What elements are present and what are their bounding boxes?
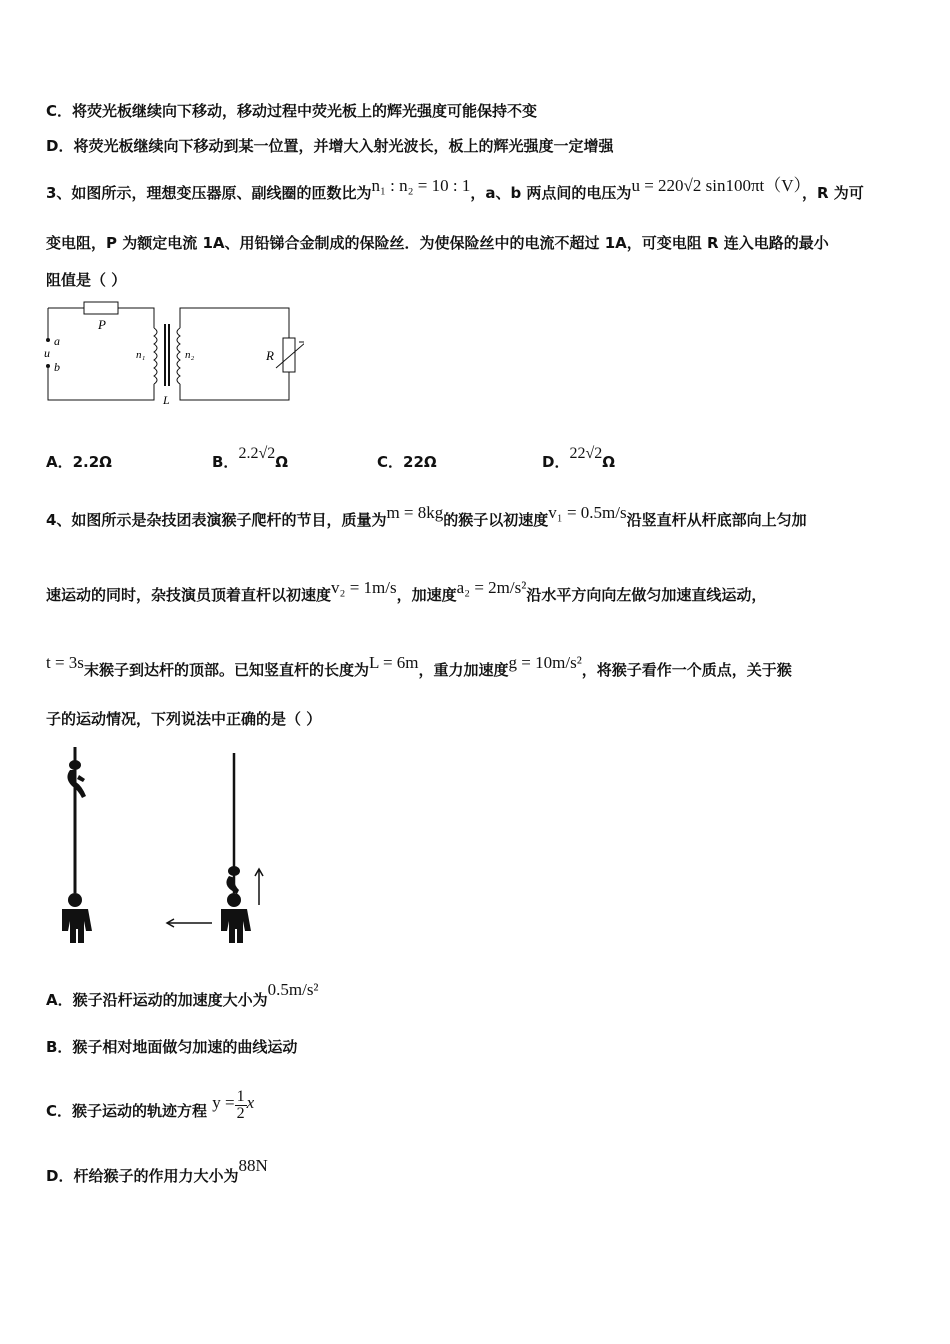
- label-l: L: [163, 393, 170, 407]
- monkey-top-icon: [67, 760, 86, 798]
- label-u: u: [44, 346, 50, 360]
- label-n1: n₁: [136, 349, 146, 361]
- q3-stem-line1: [46, 176, 864, 203]
- performer-left-icon: [62, 893, 92, 943]
- q4-option-c-x: x: [246, 1093, 255, 1112]
- q3-option-b: [212, 445, 288, 472]
- fraction-denominator: 2: [236, 1105, 245, 1122]
- fuse-p: [84, 302, 118, 314]
- q3-text-2: ，a、b 两点间的电压为: [470, 184, 632, 202]
- transformer-circuit-diagram: [44, 298, 304, 408]
- q4-option-b: B．猴子相对地面做匀加速的曲线运动: [46, 1038, 298, 1056]
- q4-stem-line2: [46, 578, 767, 605]
- q4-text-6: 沿水平方向向左做匀加速直线运动，: [526, 586, 767, 604]
- q4-text-1: 4、如图所示是杂技团表演猴子爬杆的节目，质量为: [46, 511, 387, 529]
- q4-stem-line4: 子的运动情况，下列说法中正确的是（ ）: [46, 710, 322, 728]
- q4-length: L = 6m: [368, 653, 419, 672]
- q3-option-b-math: 2.2√2: [238, 445, 276, 462]
- q4-stem-line1: [46, 503, 807, 530]
- prev-option-d: D．将荧光板继续向下移动到某一位置，并增大入射光波长，板上的辉光强度一定增强: [46, 137, 614, 155]
- q4-option-a-text: A．猴子沿杆运动的加速度大小为: [46, 991, 268, 1009]
- q3-option-b-unit: Ω: [275, 453, 288, 471]
- primary-coil: [154, 328, 157, 384]
- q3-option-d-label: D．: [542, 453, 570, 471]
- label-r: R: [266, 348, 274, 363]
- q3-option-b-label: B．: [212, 453, 239, 471]
- q4-text-4: 速运动的同时，杂技演员顶着直杆以初速度: [46, 586, 332, 604]
- q4-option-a-math: 0.5m/s²: [267, 980, 319, 999]
- label-b: b: [54, 360, 60, 374]
- q4-a2: a₂ = 2m/s²: [456, 578, 527, 597]
- fraction-numerator: 1: [236, 1088, 245, 1105]
- q4-option-a: [46, 980, 319, 1010]
- q4-text-7: 末猴子到达杆的顶部。已知竖直杆的长度为: [83, 661, 369, 679]
- q4-v2: v₂ = 1m/s: [331, 578, 397, 597]
- label-n2: n₂: [185, 349, 195, 361]
- q3-stem-line3: 阻值是（ ）: [46, 271, 127, 289]
- q4-option-d-math: 88N: [238, 1156, 268, 1175]
- q4-g: g = 10m/s²: [508, 653, 582, 672]
- label-p: P: [98, 317, 106, 332]
- q4-mass: m = 8kg: [386, 503, 444, 522]
- q3-option-d-unit: Ω: [602, 453, 615, 471]
- variable-resistor: [283, 338, 295, 372]
- performer-right-icon: [221, 893, 251, 943]
- q4-text-9: ，将猴子看作一个质点，关于猴: [581, 661, 792, 679]
- q3-stem-line2: 变电阻，P 为额定电流 1A、用铅锑合金制成的保险丝．为使保险丝中的电流不超过 1A，可变电阻 R 连入电路的最小: [46, 234, 829, 252]
- q4-text-3: 沿竖直杆从杆底部向上匀加: [626, 511, 807, 529]
- q4-option-d: [46, 1156, 268, 1186]
- prev-option-c: C．将荧光板继续向下移动，移动过程中荧光板上的辉光强度可能保持不变: [46, 102, 538, 120]
- q4-t: t = 3s: [46, 653, 84, 672]
- q3-text-3: ，R 为可: [802, 184, 864, 202]
- q4-option-c: [46, 1088, 255, 1128]
- label-a: a: [54, 334, 60, 348]
- q4-v1: v₁ = 0.5m/s: [548, 503, 627, 522]
- q4-option-c-text: C．猴子运动的轨迹方程: [46, 1102, 208, 1120]
- q3-text-1: 3、如图所示，理想变压器原、副线圈的匝数比为: [46, 184, 372, 202]
- secondary-coil: [177, 328, 180, 384]
- q4-option-c-fraction: [235, 1089, 247, 1122]
- q4-option-c-y: y =: [212, 1093, 235, 1112]
- q4-text-5: ，加速度: [396, 586, 457, 604]
- q3-option-d: [542, 445, 615, 472]
- monkey-bottom-icon: [226, 866, 240, 894]
- monkey-pole-figure: [46, 745, 286, 950]
- q4-text-2: 的猴子以初速度: [443, 511, 549, 529]
- q3-voltage-formula: u = 220√2 sin100πt（V）: [631, 176, 803, 195]
- q3-turns-ratio: n₁ : n₂ = 10 : 1: [371, 176, 471, 195]
- q4-option-d-text: D．杆给猴子的作用力大小为: [46, 1167, 239, 1185]
- q3-option-a: A．2.2Ω: [46, 453, 112, 471]
- q4-text-8: ，重力加速度: [418, 661, 509, 679]
- q3-option-d-math: 22√2: [569, 445, 603, 462]
- q4-stem-line3: [46, 653, 792, 680]
- q3-option-c: C．22Ω: [377, 453, 437, 471]
